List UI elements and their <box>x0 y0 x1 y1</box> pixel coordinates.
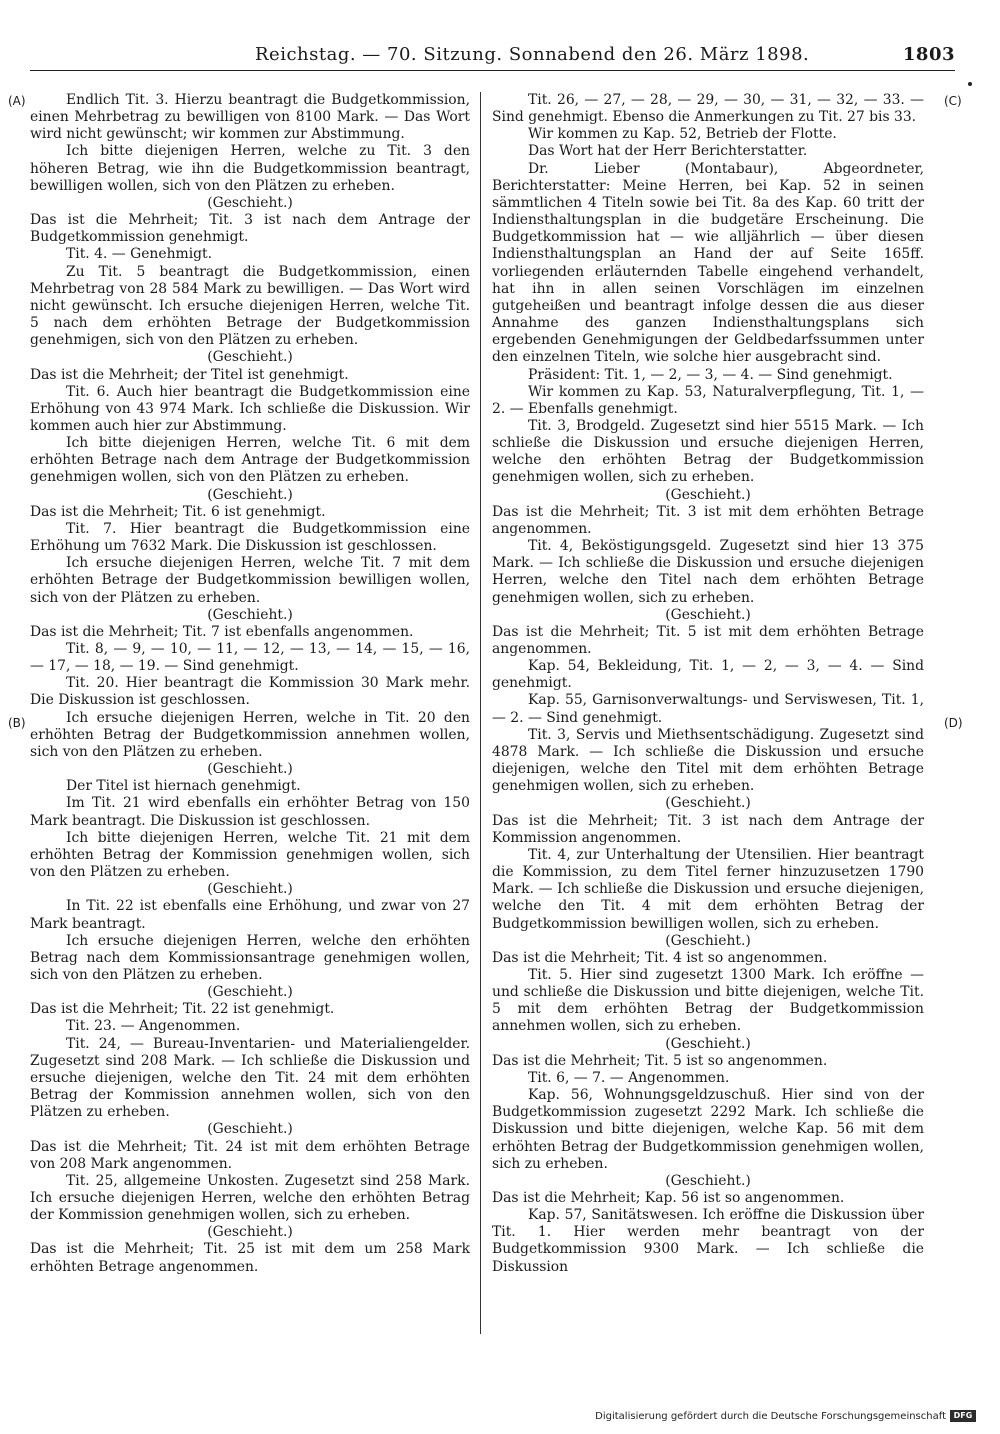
paragraph: (Geschieht.) <box>207 349 293 366</box>
margin-marker-a: (A) <box>8 94 26 108</box>
paragraph: Tit. 5. Hier sind zugesetzt 1300 Mark. Ich eröffne — und schließe die Diskussion und bitte diejenigen, welche Tit. 5 mit dem erhöhten Betrag der Budgetkommission annehmen wollen, sich zu erheben. <box>492 966 924 1035</box>
paragraph: (Geschieht.) <box>207 1224 293 1241</box>
paragraph: Ich ersuche diejenigen Herren, welche Tit. 7 mit dem erhöhten Betrage der Budgetkommission bewilligen wollen, sich von der Plätzen zu erheben. <box>30 555 470 606</box>
paragraph: (Geschieht.) <box>207 1121 293 1138</box>
paragraph: Das ist die Mehrheit; Tit. 25 ist mit dem um 258 Mark erhöhten Betrage angenommen. <box>30 1241 470 1275</box>
paragraph: Tit. 25, allgemeine Unkosten. Zugesetzt sind 258 Mark. Ich ersuche diejenigen Herren, welche den erhöhten Betrag der Kommission genehmigen wollen, sich zu erheben. <box>30 1172 470 1224</box>
paragraph: Kap. 56, Wohnungsgeldzuschuß. Hier sind von der Budgetkommission zugesetzt 2292 Mark. Ich schließe die Diskussion und bitte diejenigen, welche Kap. 56 mit dem erhöhten Betrag der Budgetkommission genehmigen wollen, sich zu erheben. <box>492 1087 924 1172</box>
paragraph: Wir kommen zu Kap. 52, Betrieb der Flotte. <box>528 126 837 143</box>
paragraph: (Geschieht.) <box>665 486 751 503</box>
paragraph: Das ist die Mehrheit; Tit. 3 ist nach dem Antrage der Kommission angenommen. <box>492 812 924 846</box>
paragraph: Zu Tit. 5 beantragt die Budgetkommission, einen Mehrbetrag von 28 584 Mark zu bewilligen. — Das Wort wird nicht gewünscht. Ich ersuche diejenigen Herren, welche Tit. 5 nach dem erhöhten Betrage der Budgetkommission genehmigen, sich von den Plätzen zu erheben. <box>30 263 470 349</box>
paragraph: (Geschieht.) <box>207 984 293 1001</box>
paragraph: Tit. 3, Brodgeld. Zugesetzt sind hier 5515 Mark. — Ich schließe die Diskussion und ersuche diejenigen Herren, welche den erhöhten Betrag der Budgetkommission genehmigen wollen, sich zu erheben. <box>492 417 924 486</box>
paragraph: Das ist die Mehrheit; Tit. 24 ist mit dem erhöhten Betrage von 208 Mark angenommen. <box>30 1138 470 1172</box>
paragraph: Tit. 26, — 27, — 28, — 29, — 30, — 31, — 32, — 33. — Sind genehmigt. Ebenso die Anmerkungen zu Tit. 27 bis 33. <box>492 92 924 126</box>
paragraph: Das ist die Mehrheit; Tit. 6 ist genehmigt. <box>30 503 326 520</box>
paragraph: Ich ersuche diejenigen Herren, welche den erhöhten Betrag nach dem Kommissionsantrage genehmigen wollen, sich von den Plätzen zu erheben. <box>30 932 470 983</box>
footer-text: Digitalisierung gefördert durch die Deutsche Forschungsgemeinschaft <box>595 1410 946 1422</box>
paragraph: Ich bitte diejenigen Herren, welche Tit. 6 mit dem erhöhten Betrage nach dem Antrage der Budgetkommission genehmigen wollen, sich von den Plätzen zu erheben. <box>30 435 470 486</box>
margin-dot <box>968 82 972 86</box>
paragraph: Das ist die Mehrheit; Kap. 56 ist so angenommen. <box>492 1190 845 1206</box>
paragraph: Der Titel ist hiernach genehmigt. <box>66 778 301 795</box>
paragraph: Das Wort hat der Herr Berichterstatter. <box>528 143 808 160</box>
column-divider <box>480 92 481 1334</box>
paragraph: Im Tit. 21 wird ebenfalls ein erhöhter Betrag von 150 Mark beantragt. Die Diskussion ist geschlossen. <box>30 795 470 829</box>
paragraph: Das ist die Mehrheit; Tit. 3 ist mit dem erhöhten Betrage angenommen. <box>492 503 924 537</box>
paragraph: Tit. 23. — Angenommen. <box>66 1018 241 1035</box>
paragraph: (Geschieht.) <box>665 606 751 623</box>
paragraph: Das ist die Mehrheit; Tit. 4 ist so angenommen. <box>492 949 828 966</box>
margin-marker-d: (D) <box>944 716 963 730</box>
margin-marker-b: (B) <box>8 716 26 730</box>
paragraph: Das ist die Mehrheit; Tit. 5 ist so angenommen. <box>492 1052 828 1069</box>
right-column <box>492 92 924 1276</box>
paragraph: Tit. 6. Auch hier beantragt die Budgetkommission eine Erhöhung von 43 974 Mark. Ich schließe die Diskussion. Wir kommen auch hier zur Abstimmung. <box>30 383 470 434</box>
paragraph: Tit. 4, zur Unterhaltung der Utensilien. Hier beantragt die Kommission, zu dem Titel ferner hinzuzusetzen 1790 Mark. — Ich schließe die Diskussion und ersuche diejenigen, welche den Tit. 4 mit dem erhöhten Betrag der Budgetkommission bewilligen wollen, sich zu erheben. <box>492 846 924 932</box>
dfg-logo: DFG <box>950 1410 976 1422</box>
paragraph: Tit. 7. Hier beantragt die Budgetkommission eine Erhöhung um 7632 Mark. Die Diskussion ist geschlossen. <box>30 520 470 555</box>
page-number: 1803 <box>902 44 955 65</box>
paragraph: Tit. 8, — 9, — 10, — 11, — 12, — 13, — 14, — 15, — 16, — 17, — 18, — 19. — Sind genehmigt. <box>30 641 470 675</box>
paragraph: Dr. Lieber (Montabaur), Abgeordneter, Berichterstatter: Meine Herren, bei Kap. 52 in seinen sämmtlichen 4 Titeln sowie bei Tit. 8a des Kap. 60 tritt der Indiensthaltungsplan in die budgetäre Erscheinung. Die Budgetkommission hat — wie alljährlich — über diesen Indiensthaltungsplan an Hand der auf Seite 165ff. vorliegenden erläuternden Tabelle eingehend verhandelt, hat ihn in allen seinen Vorschlägen im einzelnen gutgeheißen und beantragt infolge dessen die aus dieser Annahme des ganzen Indiensthaltungsplans sich ergebenden Genehmigungen der Geldbedarfssummen unter den einzelnen Titeln, wie solche hier ausgebracht sind. <box>492 160 924 366</box>
paragraph: Tit. 24, — Bureau-Inventarien- und Materialiengelder. Zugesetzt sind 208 Mark. — Ich schließe die Diskussion und ersuche diejenigen, welche den Tit. 24 mit dem erhöhten Betrag der Kommission annehmen wollen, sich von den Plätzen zu erheben. <box>30 1035 470 1121</box>
paragraph: (Geschieht.) <box>207 761 293 778</box>
paragraph: (Geschieht.) <box>665 1035 751 1052</box>
paragraph: (Geschieht.) <box>207 606 293 623</box>
paragraph: Tit. 4, Beköstigungsgeld. Zugesetzt sind hier 13 375 Mark. — Ich schließe die Diskussion und ersuche diejenigen Herren, welche den Titel nach dem erhöhten Betrage genehmigen wollen, sich zu erheben. <box>492 538 924 606</box>
page-title: Reichstag. — 70. Sitzung. Sonnabend den 26. März 1898. <box>255 44 810 65</box>
paragraph: (Geschieht.) <box>665 932 751 949</box>
paragraph: Tit. 3, Servis und Miethsentschädigung. Zugesetzt sind 4878 Mark. — Ich schließe die Diskussion und ersuche diejenigen, welche den Titel mit dem erhöhten Betrage genehmigen wollen, sich zu erheben. <box>492 726 924 795</box>
paragraph: Tit. 4. — Genehmigt. <box>66 246 213 263</box>
paragraph: (Geschieht.) <box>207 194 293 211</box>
margin-marker-c: (C) <box>944 94 962 108</box>
paragraph: (Geschieht.) <box>665 1172 751 1189</box>
paragraph: Präsident: Tit. 1, — 2, — 3, — 4. — Sind genehmigt. <box>528 366 893 383</box>
paragraph: Tit. 20. Hier beantragt die Kommission 30 Mark mehr. Die Diskussion ist geschlossen. <box>30 675 470 709</box>
paragraph: (Geschieht.) <box>665 795 751 812</box>
paragraph: Kap. 54, Bekleidung, Tit. 1, — 2, — 3, — 4. — Sind genehmigt. <box>492 658 924 692</box>
paragraph: Das ist die Mehrheit; Tit. 5 ist mit dem erhöhten Betrage angenommen. <box>492 623 924 657</box>
paragraph: Ich ersuche diejenigen Herren, welche in Tit. 20 den erhöhten Betrag der Budgetkommission annehmen wollen, sich von den Plätzen zu erheben. <box>30 709 470 760</box>
paragraph: (Geschieht.) <box>207 486 293 503</box>
paragraph: Kap. 57, Sanitätswesen. Ich eröffne die Diskussion über Tit. 1. Hier werden mehr beantragt von der Budgetkommission 9300 Mark. — Ich schließe die Diskussion <box>492 1207 924 1275</box>
left-column <box>30 92 470 1276</box>
paragraph: Tit. 6, — 7. — Angenommen. <box>528 1069 730 1086</box>
footer <box>595 1410 976 1422</box>
paragraph: (Geschieht.) <box>207 881 293 898</box>
paragraph: Endlich Tit. 3. Hierzu beantragt die Budgetkommission, einen Mehrbetrag zu bewilligen von 8100 Mark. — Das Wort wird nicht gewünscht; wir kommen zur Abstimmung. <box>30 92 470 143</box>
paragraph: Das ist die Mehrheit; Tit. 22 ist genehmigt. <box>30 1001 335 1018</box>
paragraph: Das ist die Mehrheit; Tit. 3 ist nach dem Antrage der Budgetkommission genehmigt. <box>30 212 470 246</box>
paragraph: Ich bitte diejenigen Herren, welche zu Tit. 3 den höheren Betrag, wie ihn die Budgetkommission beantragt, bewilligen wollen, sich von den Plätzen zu erheben. <box>30 143 470 194</box>
paragraph: Das ist die Mehrheit; Tit. 7 ist ebenfalls angenommen. <box>30 623 414 640</box>
paragraph: Ich bitte diejenigen Herren, welche Tit. 21 mit dem erhöhten Betrag der Kommission genehmigen wollen, sich von den Plätzen zu erheben. <box>30 829 470 881</box>
page-header <box>30 40 955 71</box>
paragraph: In Tit. 22 ist ebenfalls eine Erhöhung, und zwar von 27 Mark beantragt. <box>30 898 470 932</box>
paragraph: Kap. 55, Garnisonverwaltungs- und Serviswesen, Tit. 1, — 2. — Sind genehmigt. <box>492 692 924 726</box>
paragraph: Das ist die Mehrheit; der Titel ist genehmigt. <box>30 366 349 383</box>
paragraph: Wir kommen zu Kap. 53, Naturalverpflegung, Tit. 1, — 2. — Ebenfalls genehmigt. <box>492 383 924 417</box>
